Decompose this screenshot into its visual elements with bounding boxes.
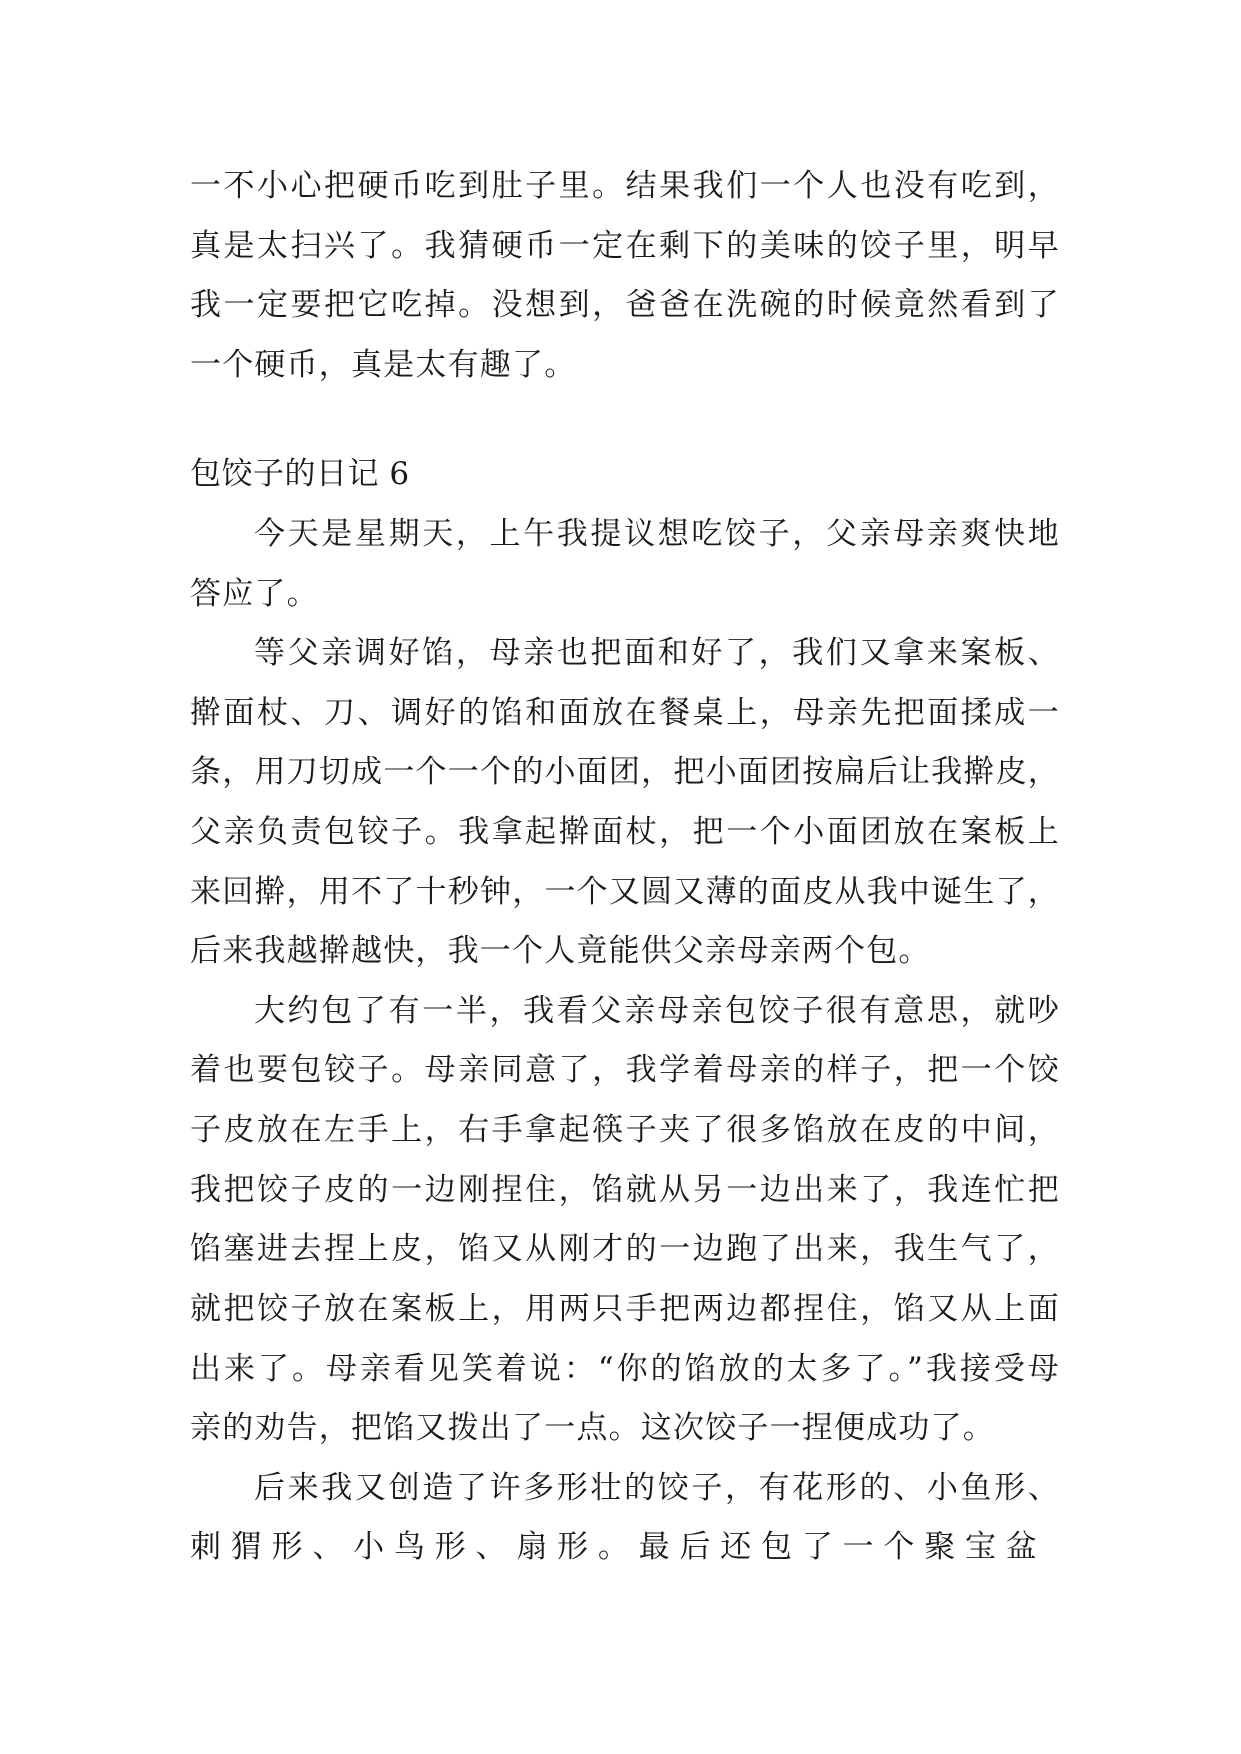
- paragraph-first-line: 后来我又创造了许多形壮的饺子，有花形的、小鱼形、: [254, 1470, 1060, 1506]
- text-line: 馅塞进去捏上皮，馅又从刚才的一边跑了出来，我生气了，: [190, 1231, 1060, 1267]
- text-line: 真是太扫兴了。我猜硬币一定在剩下的美味的饺子里，明早: [190, 228, 1060, 264]
- paragraph-first-line: 大约包了有一半，我看父亲母亲包饺子很有意思，就吵: [254, 993, 1060, 1029]
- text-line: 一个硬币，真是太有趣了。: [190, 347, 577, 383]
- text-line: 一不小心把硬币吃到肚子里。结果我们一个人也没有吃到，: [190, 168, 1060, 204]
- text-line: 擀面杖、刀、调好的馅和面放在餐桌上，母亲先把面揉成一: [190, 695, 1060, 731]
- section-heading: 包饺子的日记 6: [190, 456, 410, 492]
- text-line: 出来了。母亲看见笑着说：“你的馅放的太多了。”我接受母: [190, 1351, 1060, 1387]
- text-line: 条，用刀切成一个一个的小面团，把小面团按扁后让我擀皮，: [190, 754, 1060, 790]
- text-line: 我一定要把它吃掉。没想到，爸爸在洗碗的时候竟然看到了: [190, 287, 1060, 323]
- text-line: 我把饺子皮的一边刚捏住，馅就从另一边出来了，我连忙把: [190, 1172, 1060, 1208]
- text-line: 就把饺子放在案板上，用两只手把两边都捏住，馅又从上面: [190, 1291, 1060, 1327]
- text-line: 子皮放在左手上，右手拿起筷子夹了很多馅放在皮的中间，: [190, 1112, 1060, 1148]
- text-line: 刺猬形、小鸟形、扇形。最后还包了一个聚宝盆: [190, 1529, 1038, 1565]
- text-line: 亲的劝告，把馅又拨出了一点。这次饺子一捏便成功了。: [190, 1410, 995, 1446]
- text-line: 来回擀，用不了十秒钟，一个又圆又薄的面皮从我中诞生了，: [190, 874, 1060, 910]
- text-line: 父亲负责包铰子。我拿起擀面杖，把一个小面团放在案板上: [190, 814, 1060, 850]
- paragraph-first-line: 等父亲调好馅，母亲也把面和好了，我们又拿来案板、: [254, 635, 1060, 671]
- paragraph-first-line: 今天是星期天，上午我提议想吃饺子，父亲母亲爽快地: [254, 516, 1060, 552]
- text-line: 后来我越擀越快，我一个人竟能供父亲母亲两个包。: [190, 933, 931, 969]
- text-line: 着也要包铰子。母亲同意了，我学着母亲的样子，把一个饺: [190, 1052, 1060, 1088]
- text-line: 答应了。: [190, 576, 319, 612]
